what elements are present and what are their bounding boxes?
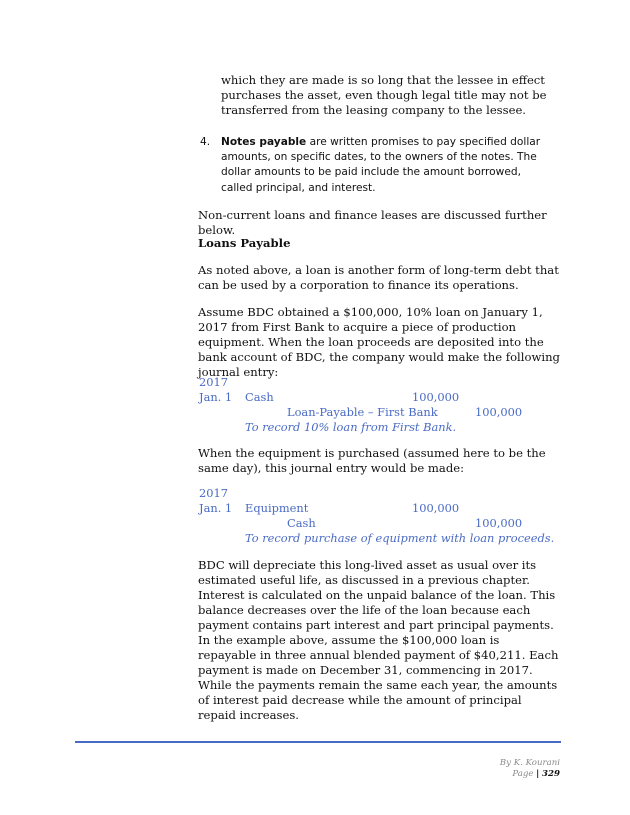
footer-page-value: 329 [542, 769, 560, 779]
paragraph-assume: Assume BDC obtained a $100,000, 10% loan on January 1, 2017 from First Bank to acquire a piece of production equipment. When the loan proceeds are deposited into the bank account of BDC, the company would make the following journal entry: [198, 305, 560, 379]
journal-date: Jan. 1 [199, 501, 233, 515]
journal-year: 2017 [199, 486, 228, 500]
journal-memo: To record 10% loan from First Bank. [245, 420, 457, 434]
list-item-notes-payable [221, 135, 551, 196]
journal-credit-amount: 100,000 [475, 405, 523, 419]
journal-debit-amount: 100,000 [412, 501, 460, 515]
journal-credit-account: Loan-Payable – First Bank [287, 405, 438, 419]
term-notes-payable: Notes payable [221, 136, 307, 148]
footer-divider [75, 741, 561, 743]
journal-credit-account: Cash [287, 516, 316, 530]
journal-debit-amount: 100,000 [412, 390, 460, 404]
journal-memo: To record purchase of equipment with loan proceeds. [245, 531, 555, 545]
paragraph-equipment: When the equipment is purchased (assumed here to be the same day), this journal entry would be made: [198, 446, 546, 475]
section-heading-loans-payable: Loans Payable [198, 236, 291, 250]
journal-debit-account: Equipment [245, 501, 309, 515]
paragraph-noncurrent: Non-current loans and finance leases are discussed further below. [198, 208, 547, 237]
paragraph-loan-intro: As noted above, a loan is another form of long-term debt that can be used by a corporation to finance its operations. [198, 263, 559, 292]
list-item-number: 4. [200, 136, 211, 148]
list-item-text: are written promises to pay specified dollar amounts, on specific dates, to the owners of the notes. The dollar amounts to be paid include the amount borrowed, called principal, and interest. [221, 136, 541, 194]
footer-page-number [512, 769, 560, 779]
footer-author: By K. Kourani [499, 758, 560, 768]
list-continued-text: which they are made is so long that the lessee in effect purchases the asset, even though legal title may not be transferred from the leasing company to the lessee. [221, 73, 547, 117]
journal-year: 2017 [199, 375, 228, 389]
paragraph-depreciate: BDC will depreciate this long-lived asset as usual over its estimated useful life, as discussed in a previous chapter. Interest is calculated on the unpaid balance of the loan. This balance decreases over the life of the loan because each payment contains part interest and part principal payments. In the example above, assume the $100,000 loan is repayable in three annual blended payment of $40,211. Each payment is made on December 31, commencing in 2017. While the payments remain the same each year, the amounts of interest paid decrease while the amount of principal repaid increases. [198, 558, 559, 722]
journal-date: Jan. 1 [199, 390, 233, 404]
journal-debit-account: Cash [245, 390, 274, 404]
journal-credit-amount: 100,000 [475, 516, 523, 530]
footer-page-separator: | [536, 769, 540, 779]
footer-page-label: Page [512, 769, 534, 779]
journal-entry-1 [199, 375, 529, 435]
journal-entry-2 [199, 486, 555, 546]
